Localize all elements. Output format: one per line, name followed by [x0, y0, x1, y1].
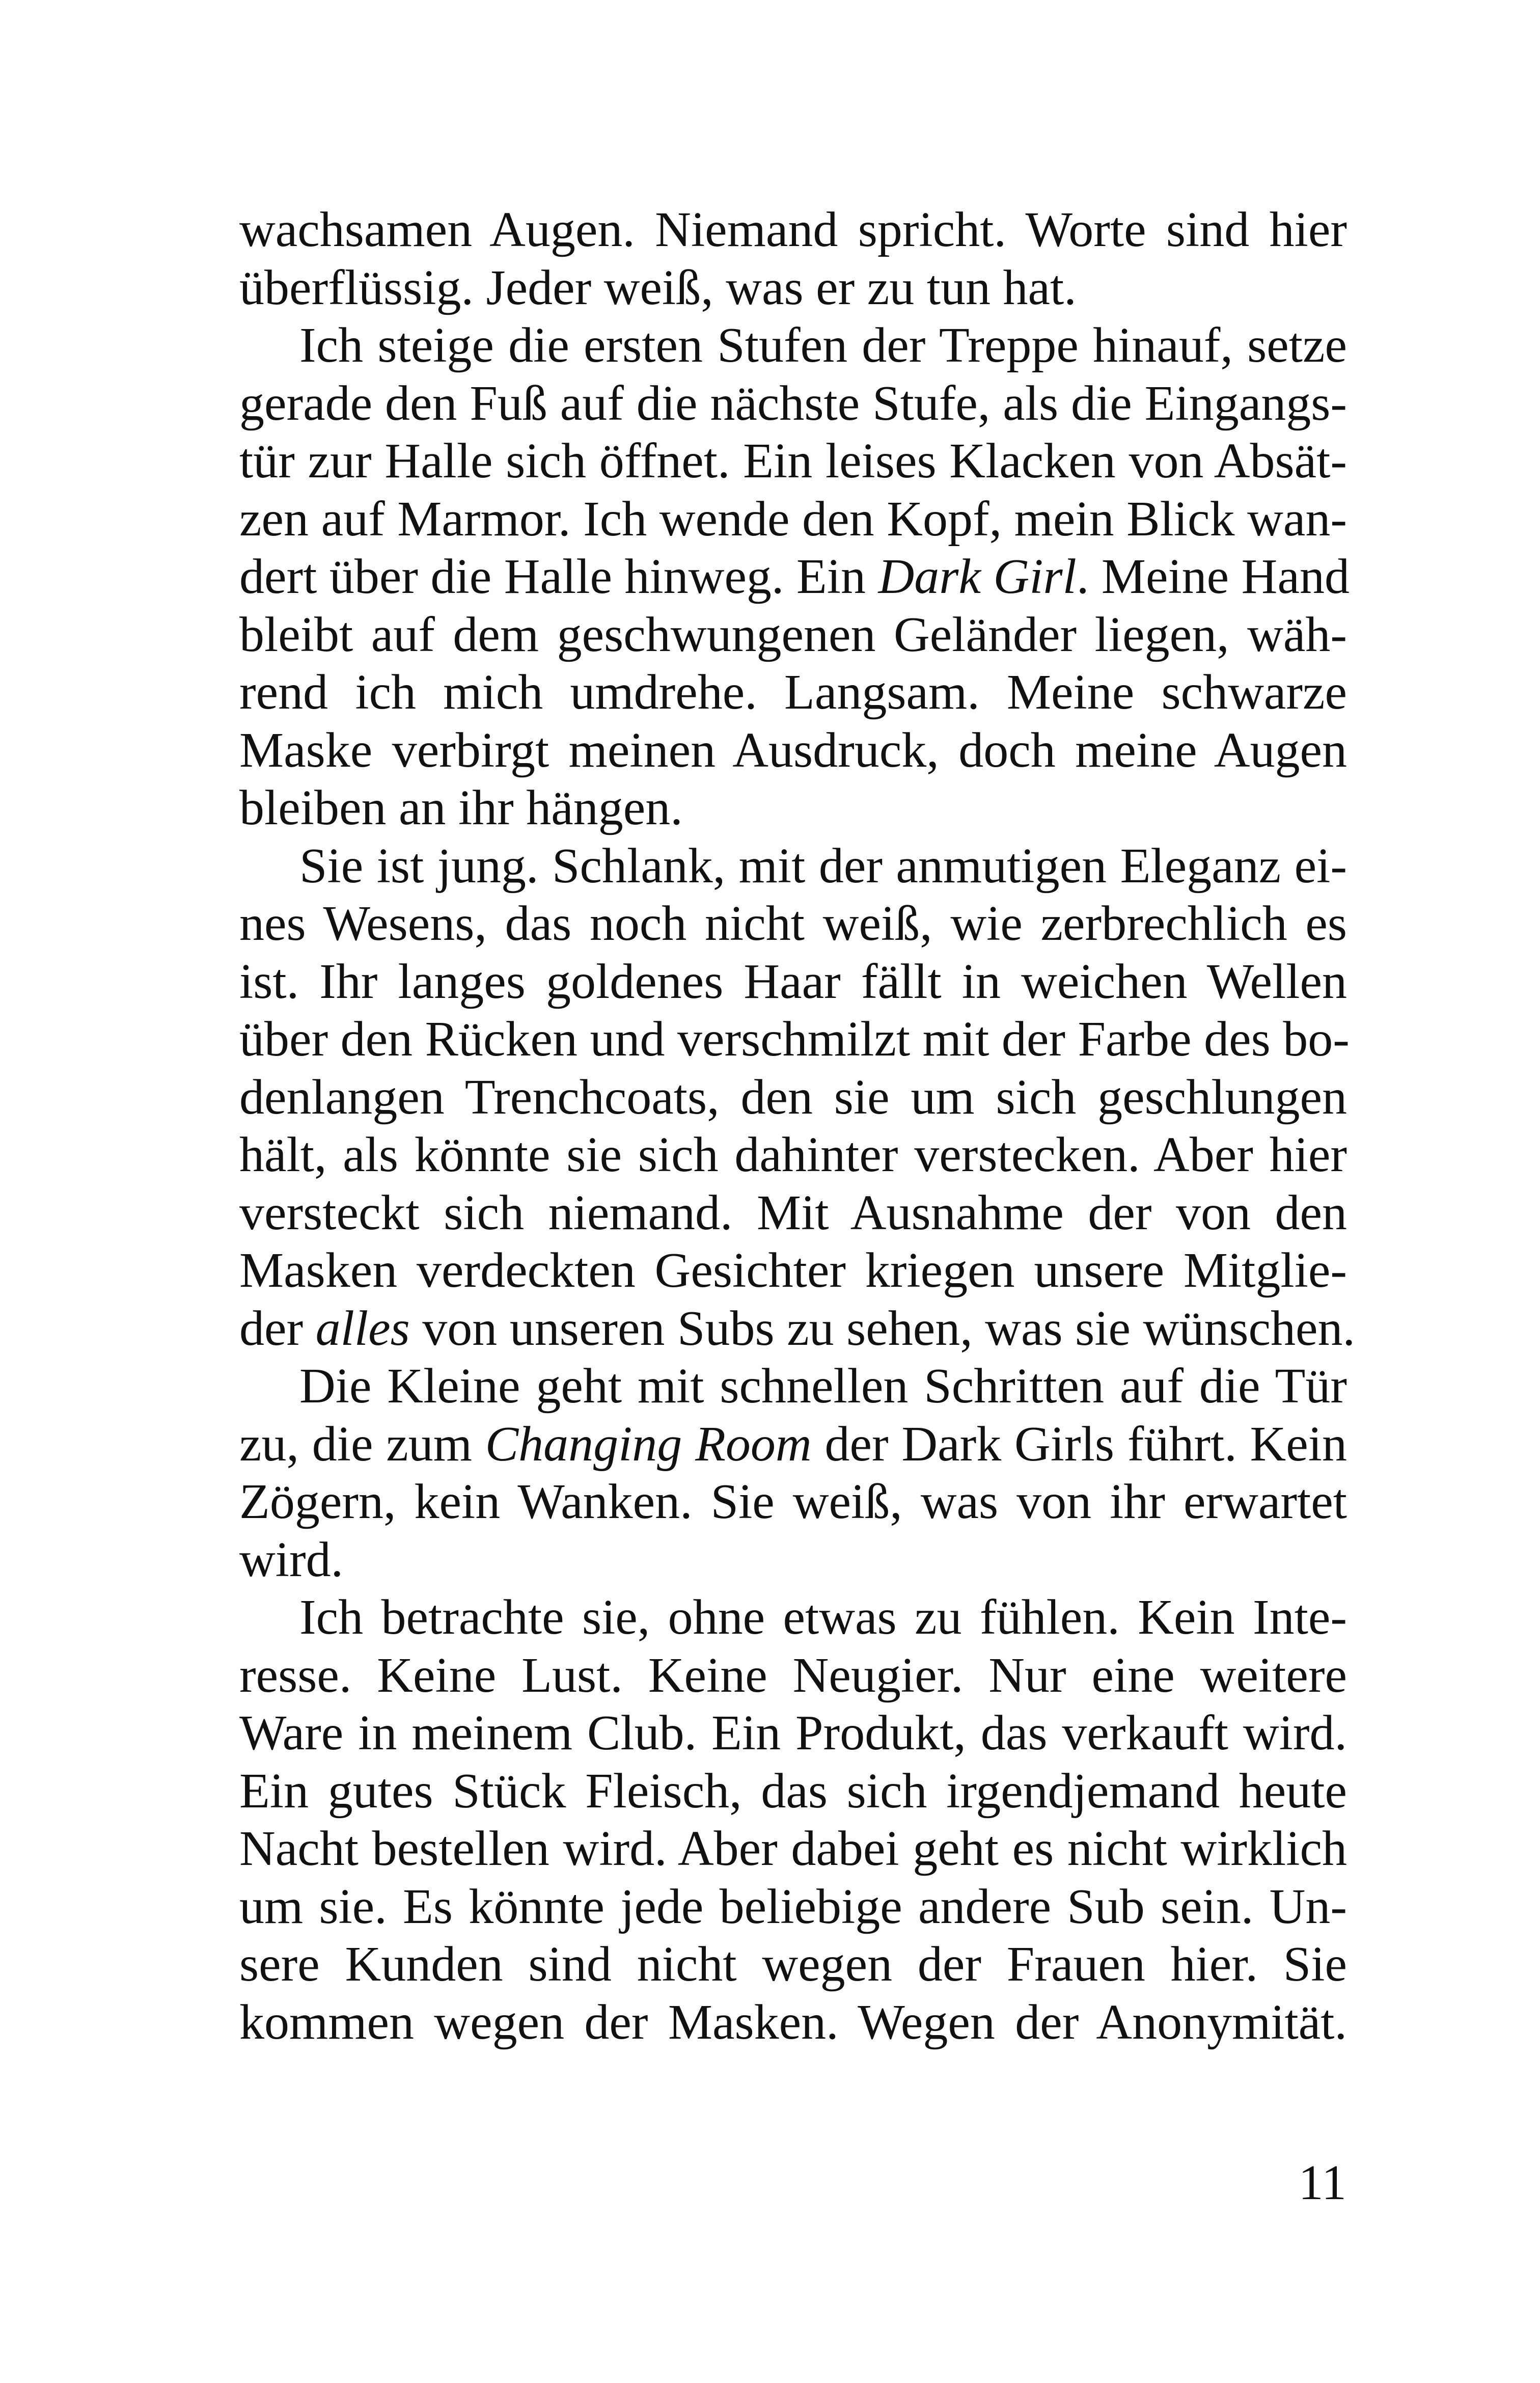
italic-term: Dark Girl [878, 549, 1077, 604]
paragraph-3 [239, 837, 1355, 1358]
text-line: Sie ist jung. Schlank, mit der anmutigen Eleganz ei- [299, 838, 1347, 893]
text-line: Ich steige die ersten Stufen der Treppe hinauf, setze [299, 318, 1347, 373]
text-segment: zu, die zum [239, 1416, 485, 1472]
text-line: überflüssig. Jeder weiß, was er zu tun hat. [239, 260, 1077, 315]
text-line: bleiben an ihr hängen. [239, 780, 683, 835]
paragraph-5 [239, 1589, 1347, 2051]
text-line: rend ich mich umdrehe. Langsam. Meine schwarze [239, 665, 1347, 720]
paragraph-2 [239, 317, 1350, 837]
text-line: Masken verdeckten Gesichter kriegen unsere Mitglie- [239, 1243, 1347, 1298]
text-line: resse. Keine Lust. Keine Neugier. Nur eine weitere [239, 1647, 1347, 1703]
text-line: Ein gutes Stück Fleisch, das sich irgendjemand heute [239, 1763, 1347, 1819]
text-line: denlangen Trenchcoats, den sie um sich geschlungen [239, 1069, 1347, 1125]
text-line: Nacht bestellen wird. Aber dabei geht es nicht wirklich [239, 1821, 1347, 1876]
text-line: wachsamen Augen. Niemand spricht. Worte sind hier [239, 202, 1347, 257]
italic-term: alles [315, 1301, 410, 1356]
text-line [239, 1416, 1347, 1474]
text-line: tür zur Halle sich öffnet. Ein leises Klacken von Absät- [239, 434, 1347, 489]
text-line [239, 548, 1350, 606]
italic-term: Changing Room [485, 1416, 812, 1472]
text-line: Ich betrachte sie, ohne etwas zu fühlen. Kein Inte- [299, 1590, 1347, 1645]
text-line: um sie. Es könnte jede beliebige andere Sub sein. Un- [239, 1879, 1347, 1934]
text-line: Ware in meinem Club. Ein Produkt, das verkauft wird. [239, 1705, 1347, 1761]
text-segment: der [239, 1301, 316, 1356]
text-line: Zögern, kein Wanken. Sie weiß, was von ihr erwartet [239, 1474, 1347, 1529]
text-line: versteckt sich niemand. Mit Ausnahme der von den [239, 1185, 1347, 1240]
text-line [239, 1300, 1355, 1358]
text-segment: . Meine Hand [1076, 549, 1350, 604]
text-line: ist. Ihr langes goldenes Haar fällt in weichen Wellen [239, 954, 1347, 1009]
text-segment: von unseren Subs zu sehen, was sie wünschen. [409, 1301, 1355, 1356]
text-line: hält, als könnte sie sich dahinter verstecken. Aber hier [239, 1127, 1347, 1182]
text-line: zen auf Marmor. Ich wende den Kopf, mein Blick wan- [239, 491, 1347, 547]
text-line: sere Kunden sind nicht wegen der Frauen hier. Sie [239, 1937, 1347, 1992]
text-segment: der Dark Girls führt. Kein [811, 1416, 1348, 1472]
text-line: über den Rücken und verschmilzt mit der Farbe des bo- [239, 1012, 1350, 1067]
text-line: Maske verbirgt meinen Ausdruck, doch meine Augen [239, 722, 1347, 778]
page-number: 11 [1298, 2155, 1346, 2210]
text-line: bleibt auf dem geschwungenen Geländer liegen, wäh- [239, 607, 1347, 662]
text-line: nes Wesens, das noch nicht weiß, wie zerbrechlich es [239, 896, 1347, 951]
body-text [239, 201, 1355, 2051]
text-line: gerade den Fuß auf die nächste Stufe, als die Eingangs- [239, 375, 1347, 431]
text-line: kommen wegen der Masken. Wegen der Anonymität. [239, 1994, 1347, 2050]
text-line: Die Kleine geht mit schnellen Schritten auf die Tür [299, 1359, 1347, 1414]
paragraph-4 [239, 1358, 1347, 1589]
paragraph-1 [239, 201, 1347, 317]
text-segment: dert über die Halle hinweg. Ein [239, 549, 878, 604]
text-line: wird. [239, 1532, 344, 1587]
